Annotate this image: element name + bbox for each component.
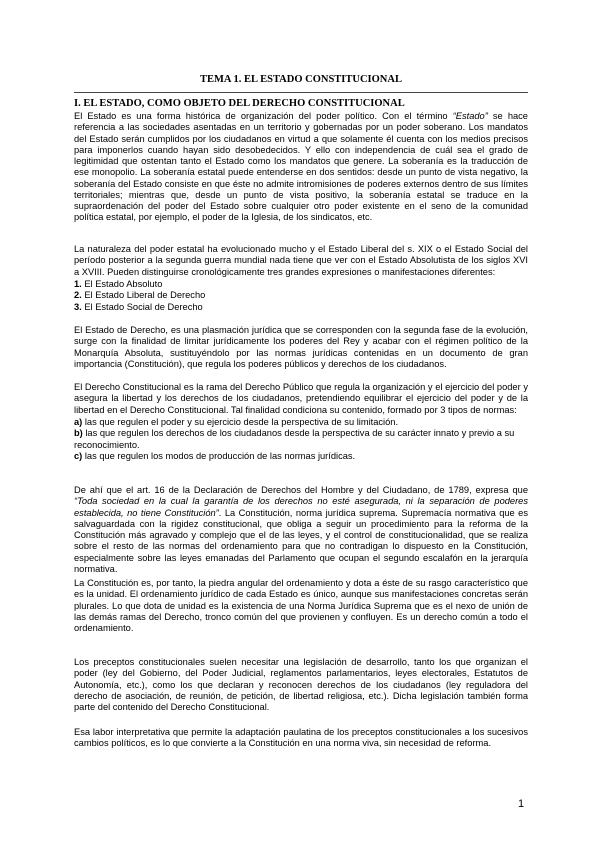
list-item-text: las que regulen los modos de producción de las normas jurídicas.	[82, 450, 356, 461]
list-item	[74, 290, 528, 301]
state-types-list	[74, 279, 528, 313]
list-item-letter: c)	[74, 450, 83, 461]
paragraph-5-text-a: De ahí que el art. 16 de la Declaración de Derechos del Hombre y del Ciudadano, de 1789, expresa que	[74, 485, 528, 495]
norm-types-list	[74, 417, 528, 462]
paragraph-5	[74, 485, 528, 575]
list-item-letter: b)	[74, 428, 83, 439]
paragraph-1	[74, 111, 528, 224]
paragraph-6: La Constitución es, por tanto, la piedra angular del ordenamiento y dota a éste de su rasgo característico que es la unidad. El ordenamiento jurídico de cada Estado es único, aunque sus manifestaciones concretas serán plurales. Lo que dota de unidad es la existencia de una Norma Jurídica Suprema que es el nexo de unión de las demás ramas del Derecho, tronco común del que provienen y confluyen. Es un derecho común a todo el ordenamiento.	[74, 578, 528, 633]
paragraph-1-term: “Estado”	[452, 111, 488, 121]
paragraph-5-quote: “Toda sociedad en la cual la garantía de los derechos no esté asegurada, ni la separación de poderes establecida, no tiene Constitución”	[74, 496, 528, 518]
page-number: 1	[518, 798, 525, 810]
list-item	[74, 417, 528, 428]
list-item	[74, 279, 528, 290]
list-item	[74, 451, 528, 462]
title-divider	[74, 92, 528, 93]
list-item	[74, 302, 528, 313]
paragraph-7: Los preceptos constitucionales suelen necesitar una legislación de desarrollo, tanto los que organizan el poder (ley del Gobierno, del Poder Judicial, reglamentos parlamentarios, leyes electorales, Estatutos de Autonomía, etc.), como los que declaran y reconocen derechos de los ciudadanos (ley reguladora del derecho de asociación, de reunión, de petición, de libertad religiosa, etc.). Dicha legislación también forma parte del contenido del Derecho Constitucional.	[74, 657, 528, 712]
list-item-text: El Estado Social de Derecho	[81, 301, 203, 312]
list-item-number: 3.	[74, 301, 82, 312]
list-item-letter: a)	[74, 417, 83, 427]
paragraph-5-text-c: . La Constitución, norma jurídica suprema. Supremacía normativa que es salvaguardada con la rigidez constitucional, que obliga a seguir un procedimiento para la reforma de la Constitución más agravado y complejo que el de las leyes, y el control de constitucionalidad, que se realiza sobre el resto de las normas del ordenamiento para que no contradigan lo dispuesto en la Constitución, especialmente sobre las leyes emanadas del Parlamento que ocupan el segundo escalafón en la jerarquía normativa.	[74, 507, 529, 574]
section-heading: I. EL ESTADO, COMO OBJETO DEL DERECHO CONSTITUCIONAL	[74, 98, 405, 109]
list-item-number: 2.	[74, 290, 82, 301]
list-item-text: El Estado Absoluto	[81, 279, 163, 289]
paragraph-8: Esa labor interpretativa que permite la adaptación paulatina de los preceptos constitucionales a los sucesivos cambios políticos, es lo que convierte a la Constitución en una norma viva, sin necesidad de reforma.	[74, 727, 528, 749]
paragraph-1-text-a: El Estado es una forma histórica de organización del poder político. Con el término	[74, 111, 453, 121]
list-item-number: 1.	[74, 279, 82, 289]
list-item	[74, 428, 528, 451]
paragraph-3: El Estado de Derecho, es una plasmación jurídica que se corresponden con la segunda fase de la evolución, surge con la finalidad de limitar jurídicamente los poderes del Rey y acabar con el régimen político de la Monarquía Absoluta, sustituyéndolo por las normas jurídicas contenidas en un documento de gran importancia (Constitución), que regula los poderes públicos y derechos de los ciudadanos.	[74, 325, 528, 369]
page-title: TEMA 1. EL ESTADO CONSTITUCIONAL	[200, 74, 402, 85]
list-item-text: El Estado Liberal de Derecho	[81, 290, 206, 301]
paragraph-1-text-c: se hace referencia a las sociedades asentadas en un territorio y gobernadas por un poder soberano. Los mandatos del Estado serán cumplidos por los ciudadanos en virtud a que solamente él cuenta con los medios precisos para imponerlos cuando hayan sido desobedecidos. Y ello con independencia de cuál sea el grado de legitimidad que ostentan tanto el Estado como los mandatos que genere. La soberanía es la traducción de ese monopolio. La soberanía estatal puede entenderse en dos sentidos: desde un punto de vista negativo, la soberanía del Estado consiste en que éste no admite intromisiones de poderes externos dentro de sus límites territoriales; mientras que, desde un punto de vista positivo, la soberanía estatal se traduce en la supraordenación del poder del Estado sobre cualquier otro poder existente en el seno de la comunidad política estatal, por ejemplo, el poder de la Iglesia, de los sindicatos, etc.	[74, 111, 528, 223]
paragraph-2: La naturaleza del poder estatal ha evolucionado mucho y el Estado Liberal del s. XIX o el Estado Social del período posterior a la segunda guerra mundial nada tiene que ver con el Estado Absolutista de los siglos XVI a XVIII. Pueden distinguirse cronológicamente tres grandes expresiones o manifestaciones diferentes:	[74, 244, 528, 277]
paragraph-4: El Derecho Constitucional es la rama del Derecho Público que regula la organización y el ejercicio del poder y asegura la libertad y los derechos de los ciudadanos, pretendiendo equilibrar el ejercicio del poder y de la libertad en el Derecho Constitucional. Tal finalidad condiciona su contenido, formado por 3 tipos de normas:	[74, 382, 528, 415]
list-item-text: las que regulen el poder y su ejercicio desde la perspectiva de su limitación.	[82, 417, 399, 427]
list-item-text: las que regulen los derechos de los ciudadanos desde la perspectiva de su carácter innato y previo a su reconocimiento.	[74, 428, 515, 450]
